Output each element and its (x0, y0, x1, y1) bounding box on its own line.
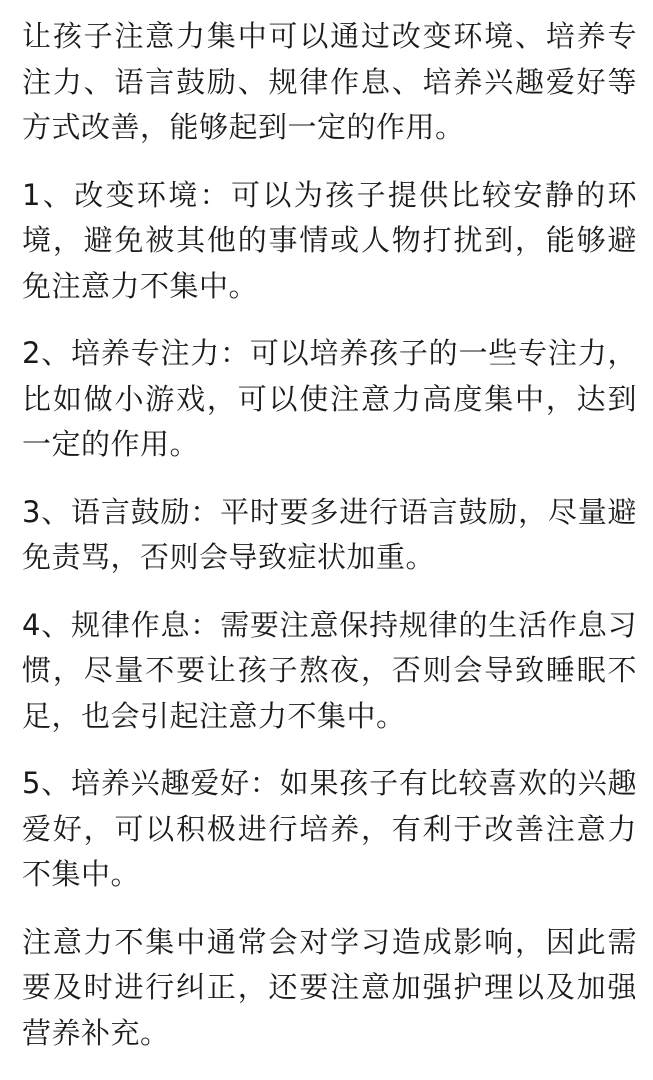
tip-regular-routine: 4、规律作息：需要注意保持规律的生活作息习惯，尽量不要让孩子熬夜，否则会导致睡眠不足，也会引起注意力不集中。 (22, 607, 637, 733)
intro-paragraph: 让孩子注意力集中可以通过改变环境、培养专注力、语言鼓励、规律作息、培养兴趣爱好等方式改善，能够起到一定的作用。 (22, 19, 637, 144)
tip-change-environment: 1、改变环境：可以为孩子提供比较安静的环境，避免被其他的事情或人物打扰到，能够避免注意力不集中。 (22, 177, 637, 303)
tip-develop-interests: 5、培养兴趣爱好：如果孩子有比较喜欢的兴趣爱好，可以积极进行培养，有利于改善注意力不集中。 (22, 766, 637, 891)
tip-train-focus: 2、培养专注力：可以培养孩子的一些专注力，比如做小游戏，可以使注意力高度集中，达到一定的作用。 (22, 336, 637, 461)
tip-verbal-encouragement: 3、语言鼓励：平时要多进行语言鼓励，尽量避免责骂，否则会导致症状加重。 (22, 494, 637, 574)
conclusion-paragraph: 注意力不集中通常会对学习造成影响，因此需要及时进行纠正，还要注意加强护理以及加强营养补充。 (22, 924, 637, 1050)
